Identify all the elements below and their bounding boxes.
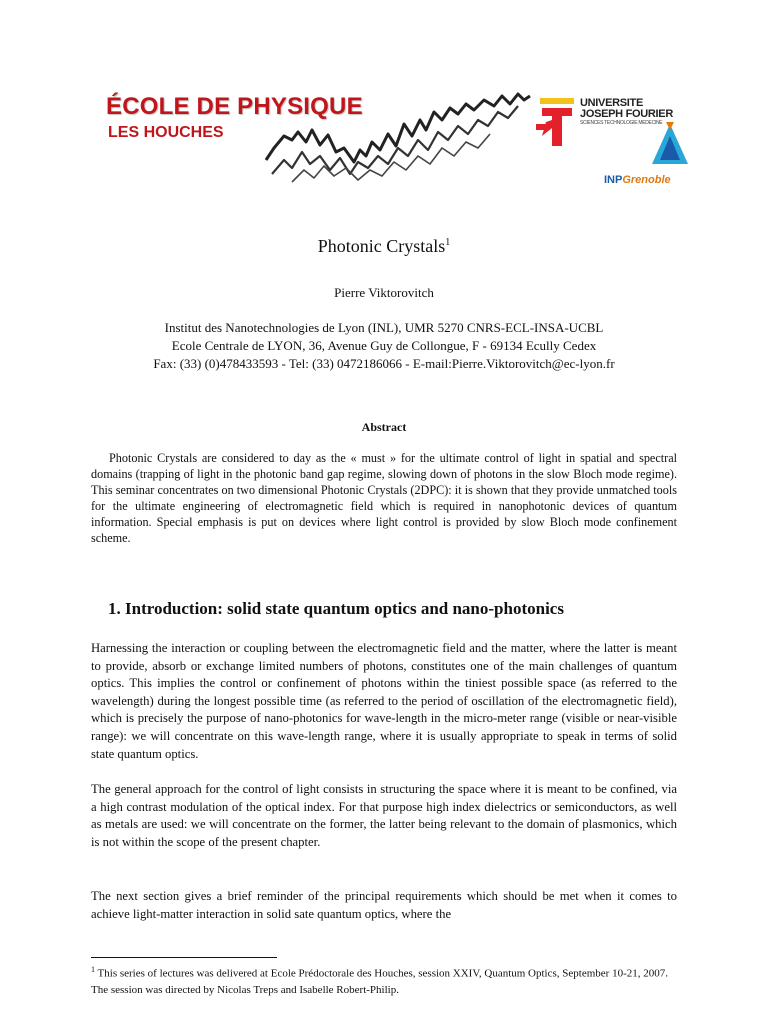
school-subtitle: LES HOUCHES (108, 124, 224, 141)
mountain-range-graphic (262, 90, 534, 186)
footnote-divider (91, 957, 277, 958)
affiliation-line-3: Fax: (33) (0)478433593 - Tel: (33) 0472186066 - E-mail:Pierre.Viktorovitch@ec-lyon.fr (153, 356, 615, 371)
affiliation-line-2: Ecole Centrale de LYON, 36, Avenue Guy de Collongue, F - 69134 Ecully Cedex (171, 338, 597, 353)
grenoble-text: Grenoble (622, 174, 671, 186)
ujf-line3: SCIENCES TECHNOLOGIE MEDECINE (580, 120, 663, 126)
inp-triangle-icon (648, 120, 692, 170)
section-1-heading: 1. Introduction: solid state quantum optics and nano-photonics (108, 599, 564, 618)
intro-paragraph-3: The next section gives a brief reminder of the principal requirements which should be met when it comes to achieve light-matter interaction in solid sate quantum optics, where the (91, 889, 677, 921)
intro-paragraph-2: The general approach for the control of light consists in structuring the space where it is meant to be confined, via a high contrast modulation of the optical index. For that purpose high index dielectrics or semiconductors, as well as metals are used: we will concentrate on the former, the latter being relevant to the domain of plasmonics, which is not within the scope of the present chapter. (91, 782, 677, 849)
abstract-heading: Abstract (361, 420, 407, 434)
ujf-line2: JOSEPH FOURIER (580, 108, 673, 120)
footnote-text: This series of lectures was delivered at Ecole Prédoctorale des Houches, session XXIV, Quantum Optics, September 10-21, 2007. The session was directed by Nicolas Treps and Isabelle Robert-Philip. (91, 967, 668, 996)
ujf-mark-icon (536, 98, 578, 150)
inp-text: INP (604, 174, 623, 186)
affiliation-line-1: Institut des Nanotechnologies de Lyon (INL), UMR 5270 CNRS-ECL-INSA-UCBL (164, 320, 604, 335)
title-footnote-mark: 1 (445, 237, 451, 248)
inp-wordmark (604, 174, 671, 186)
footnote (91, 962, 677, 998)
abstract-body: Photonic Crystals are considered to day as the « must » for the ultimate control of light in spatial and spectral domains (trapping of light in the photonic band gap regime, slowing down of photons in the slow Bloch mode regime). This seminar concentrates on two dimensional Photonic Crystals (2DPC): it is shown that they provide unmatched tools for the ultimate engineering of electromagnetic field which is required in nanophotonic devices of quantum information. Special emphasis is put on devices where light control is provided by slow Bloch mode confinement scheme. (91, 451, 677, 545)
author-name: Pierre Viktorovitch (334, 285, 434, 300)
affiliation-block (0, 319, 768, 373)
inp-grenoble-logo (604, 120, 706, 190)
page-header (0, 0, 768, 200)
paper-title-text: Photonic Crystals (317, 236, 446, 256)
ujf-line1: UNIVERSITE (580, 97, 644, 109)
footnote-mark: 1 (91, 965, 95, 974)
paper-title (0, 236, 768, 257)
intro-paragraph-1: Harnessing the interaction or coupling between the electromagnetic field and the matter, where the latter is meant to provide, absorb or exchange limited numbers of photons, constitutes one of the main challenges of quantum optics. This implies the control or confinement of photons within the tiniest possible space (as referred to the wavelength) during the longest possible time (as referred to the period of oscillation of the electromagnetic field), which is precisely the purpose of nano-photonics for wave-length in the micro-meter range (visible or near-visible range): we will concentrate on this wave-length range, where it is usually appropriate to speak in terms of solid state quantum optics. (91, 641, 677, 761)
school-title: ÉCOLE DE PHYSIQUE (106, 93, 363, 120)
